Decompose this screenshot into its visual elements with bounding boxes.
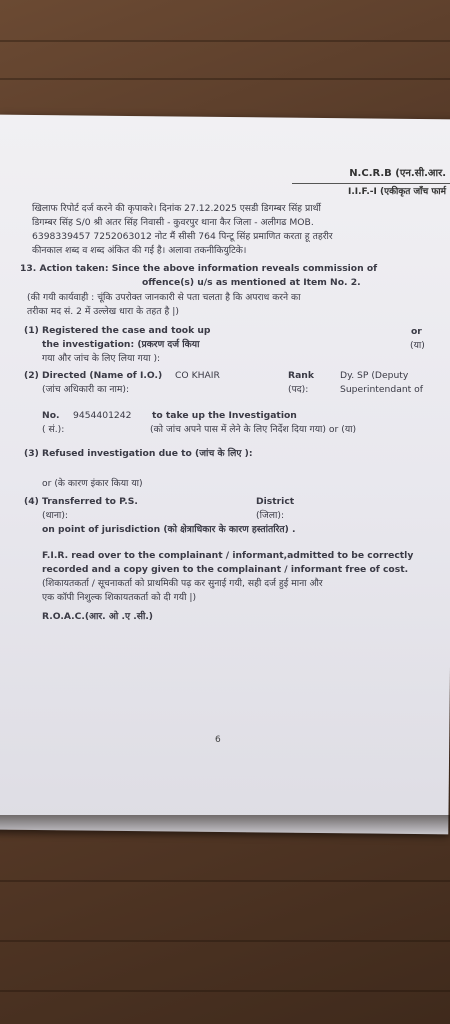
continuation-line: कीनकाल शब्द व शब्द अंकित की गई है। अलावा तकनीकियुटिके।: [32, 245, 247, 256]
continuation-line: खिलाफ रिपोर्ट दर्ज करने की कृपाकरे। दिनांक 27.12.2025 एसडी डिगम्बर सिंह प्रार्थी: [32, 203, 321, 214]
fir-statement: F.I.R. read over to the complainant / informant,admitted to be correctly: [42, 550, 414, 561]
wood-grain: [0, 990, 450, 992]
take-up-text: to take up the Investigation: [152, 410, 297, 421]
continuation-line: 6398339457 7252063012 नोट मैं सीसी 764 पिन्टू सिंह प्रमाणित करता हू तहरीर: [32, 231, 333, 242]
option-1-line2: the investigation: (प्रकरण दर्ज किया: [42, 339, 200, 350]
roac-label: R.O.A.C.(आर. ओ .ए .सी.): [42, 611, 154, 622]
jurisdiction-text: on point of jurisdiction (को क्षेत्राधिकार के कारण हस्तांतरित) .: [42, 524, 296, 535]
option-4-label-hi: (थाना):: [42, 510, 68, 521]
item13-hindi-2: तरीका मद सं. 2 में उल्लेख धारा के तहत है |): [27, 306, 179, 317]
take-up-hi: (को जांच अपने पास में लेने के लिए निर्देश दिया गया) or (या): [150, 424, 357, 435]
wood-grain: [0, 940, 450, 942]
wood-grain: [0, 40, 450, 42]
wood-grain: [0, 78, 450, 80]
option-2-label: (2) Directed (Name of I.O.): [24, 370, 163, 381]
no-label-hi: ( सं.):: [42, 424, 65, 435]
fir-statement-hi-2: एक कॉपी निशुल्क शिकायतकर्ता को दी गयी |): [42, 592, 197, 603]
rank-label: Rank: [288, 370, 314, 381]
option-1-label: (1) Registered the case and took up: [24, 325, 211, 336]
option-1-or-hi: (या): [410, 340, 425, 351]
item13-title: 13. Action taken: Since the above information reveals commission of: [20, 263, 378, 274]
item13-title-2: offence(s) u/s as mentioned at Item No. 2.: [142, 277, 361, 288]
continuation-line: डिगम्बर सिंह S/0 श्री अतर सिंह निवासी - कुवरपुर थाना कैर जिला - अलीगढ MOB.: [32, 217, 314, 228]
option-4-label: (4) Transferred to P.S.: [24, 496, 138, 507]
ncrb-header: N.C.R.B (एन.सी.आर.: [349, 168, 446, 179]
item13-hindi: (की गयी कार्यवाही : चूंकि उपरोक्त जानकारी से पता चलता है कि अपराध करने का: [27, 292, 301, 303]
page-number: 6: [215, 735, 221, 745]
option-3-or-hi: or (के कारण इंकार किया या): [42, 478, 143, 489]
page-shadow: [0, 815, 450, 839]
district-label: District: [256, 496, 295, 507]
fir-statement-hi: (शिकायतकर्ता / सूचनाकर्ता को प्राथमिकी पढ़ कर सुनाई गयी, सही दर्ज हुई माना और: [42, 578, 323, 589]
district-label-hi: (जिला):: [256, 510, 285, 521]
option-2-label-hi: (जांच अधिकारी का नाम):: [42, 384, 130, 395]
option-1-or: or: [411, 326, 422, 337]
iif-header: I.I.F.-I (एकीकृत जाँच फार्म: [347, 187, 446, 197]
wood-grain: [0, 880, 450, 882]
rank-value: Dy. SP (Deputy: [340, 370, 409, 381]
fir-statement-2: recorded and a copy given to the complainant / informant free of cost.: [42, 564, 409, 575]
option-1-line3: गया और जांच के लिए लिया गया ):: [42, 353, 161, 364]
rank-label-hi: (पद):: [288, 384, 309, 395]
no-value: 9454401242: [73, 410, 132, 421]
option-3-label: (3) Refused investigation due to (जांच के लिए ):: [24, 448, 253, 459]
no-label: No.: [42, 410, 60, 421]
io-name: CO KHAIR: [175, 370, 220, 381]
rank-value-2: Superintendant of: [340, 384, 424, 395]
